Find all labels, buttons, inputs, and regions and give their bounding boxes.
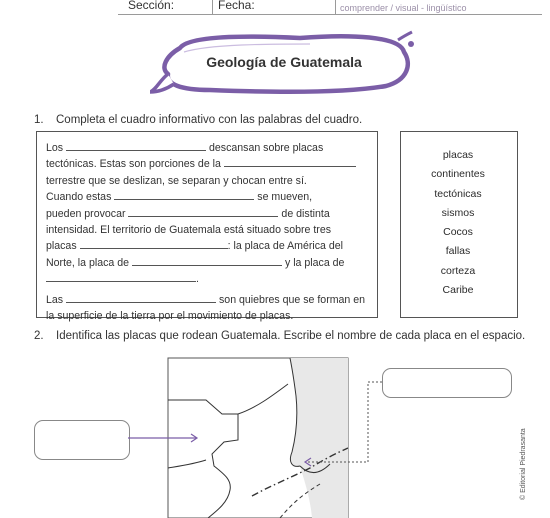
page-title: Geología de Guatemala <box>206 54 362 70</box>
skills-label: comprender / visual - lingüístico <box>340 3 467 13</box>
word-bank-item: placas <box>442 149 474 161</box>
fecha-label: Fecha: <box>218 0 255 12</box>
word-bank-item: Cocos <box>443 226 473 239</box>
copyright-credit: © Editorial Piedrasanta <box>520 428 527 500</box>
word-bank-item: continentes <box>431 168 485 181</box>
info-paragraph: Los descansan sobre placas tectónicas. Estas son porciones de la terrestre que se deslizan, se separan y chocan entre sí. Cuando estas se mueven, pueden provocar de distinta intensidad. El territorio de Guatemala está situado sobre tres placas : la placa de América del Norte, la placa de y la placa de . Las son quiebres que se forman en la superficie de la tierra por el movimiento de placas. <box>46 142 366 323</box>
word-bank-item: Caribe <box>442 284 474 297</box>
question-number: 1. <box>34 114 44 126</box>
question-instruction: Identifica las placas que rodean Guatemala. Escribe el nombre de cada placa en el espacio. <box>56 330 526 342</box>
word-bank-item: fallas <box>445 245 471 258</box>
word-bank-item: corteza <box>440 264 476 277</box>
word-bank-item: sismos <box>441 206 475 219</box>
question-instruction: Completa el cuadro informativo con las palabras del cuadro. <box>56 114 363 126</box>
word-bank-item: tectónicas <box>434 187 482 200</box>
seccion-label: Sección: <box>128 0 175 12</box>
question-number: 2. <box>34 330 44 342</box>
